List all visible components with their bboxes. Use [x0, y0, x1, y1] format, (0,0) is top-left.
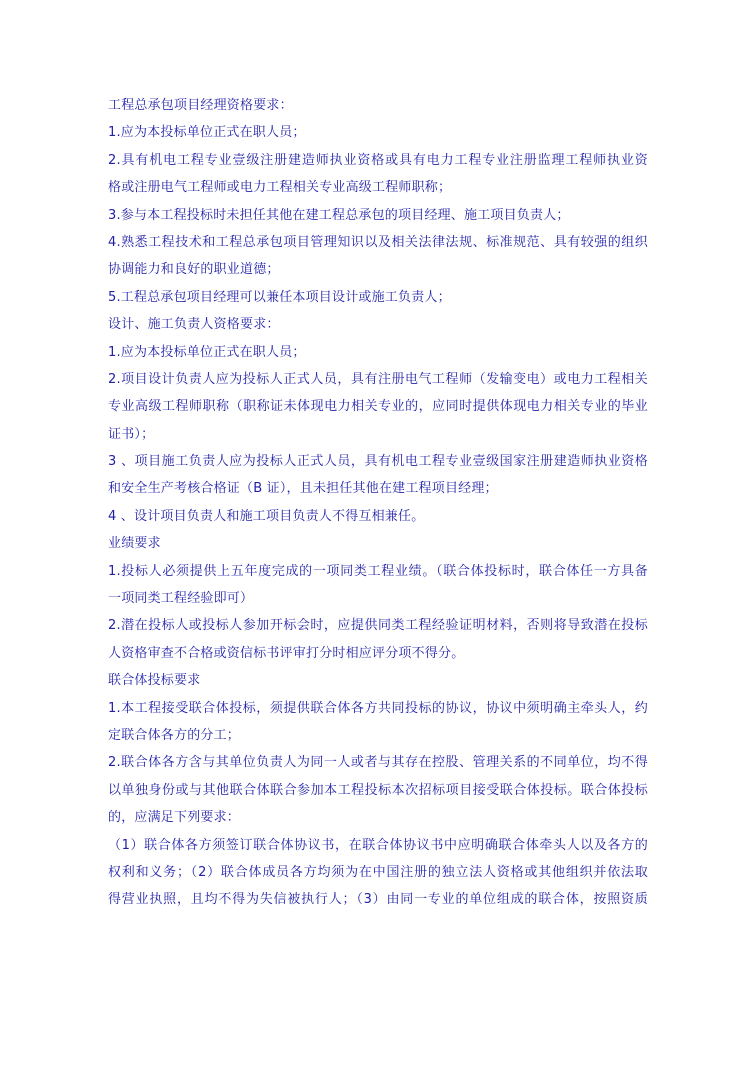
text-line: 3 、项目施工负责人应为投标人正式人员，具有机电工程专业壹级国家注册建造师执业资格 — [108, 454, 648, 470]
text-line: 业绩要求 — [108, 536, 161, 552]
text-line: 2.具有机电工程专业壹级注册建造师执业资格或具有电力工程专业注册监理工程师执业资 — [108, 152, 648, 168]
text-line: 专业高级工程师职称（职称证未体现电力相关专业的，应同时提供体现电力相关专业的毕业 — [108, 399, 648, 415]
text-line: 权利和义务；（2）联合体成员各方均须为在中国注册的独立法人资格或其他组织并依法取 — [108, 864, 648, 880]
text-line: 一项同类工程经验即可） — [108, 591, 254, 607]
text-line: 以单独身份或与其他联合体联合参加本工程投标本次招标项目接受联合体投标。联合体投标 — [108, 782, 648, 798]
text-line: 得营业执照，且均不得为失信被执行人；（3）由同一专业的单位组成的联合体，按照资质 — [108, 892, 648, 908]
text-line: （1）联合体各方须签订联合体协议书，在联合体协议书中应明确联合体牵头人以及各方的 — [108, 837, 648, 853]
text-line: 和安全生产考核合格证（B 证），且未担任其他在建工程项目经理； — [108, 481, 498, 497]
text-line: 人资格审查不合格或资信标书评审打分时相应评分项不得分。 — [108, 645, 465, 661]
text-line: 的，应满足下列要求： — [108, 810, 241, 826]
document-body — [108, 92, 648, 914]
text-line: 4 、设计项目负责人和施工项目负责人不得互相兼任。 — [108, 508, 425, 524]
text-line: 4.熟悉工程技术和工程总承包项目管理知识以及相关法律法规、标准规范、具有较强的组织 — [108, 234, 648, 250]
text-line: 证书）； — [108, 426, 155, 442]
text-line: 2.潜在投标人或投标人参加开标会时，应提供同类工程经验证明材料，否则将导致潜在投标 — [108, 618, 648, 634]
text-line: 2.项目设计负责人应为投标人正式人员，具有注册电气工程师（发输变电）或电力工程相关 — [108, 371, 648, 387]
text-line: 2.联合体各方含与其单位负责人为同一人或者与其存在控股、管理关系的不同单位，均不得 — [108, 755, 648, 771]
text-line: 5.工程总承包项目经理可以兼任本项目设计或施工负责人； — [108, 289, 451, 305]
text-line: 格或注册电气工程师或电力工程相关专业高级工程师职称； — [108, 180, 452, 196]
text-line: 设计、施工负责人资格要求： — [108, 317, 280, 333]
text-line: 1.应为本投标单位正式在职人员； — [108, 344, 306, 360]
text-line: 3.参与本工程投标时未担任其他在建工程总承包的项目经理、施工项目负责人； — [108, 207, 570, 223]
text-line: 工程总承包项目经理资格要求： — [108, 98, 293, 113]
text-line: 1.本工程接受联合体投标，须提供联合体各方共同投标的协议，协议中须明确主牵头人，约 — [108, 700, 648, 716]
text-line: 协调能力和良好的职业道德； — [108, 262, 280, 278]
text-line: 1.应为本投标单位正式在职人员； — [108, 125, 306, 141]
text-line: 1.投标人必须提供上五年度完成的一项同类工程业绩。（联合体投标时，联合体任一方具备 — [108, 563, 648, 579]
text-line: 定联合体各方的分工； — [108, 727, 241, 743]
text-line: 联合体投标要求 — [108, 673, 201, 689]
